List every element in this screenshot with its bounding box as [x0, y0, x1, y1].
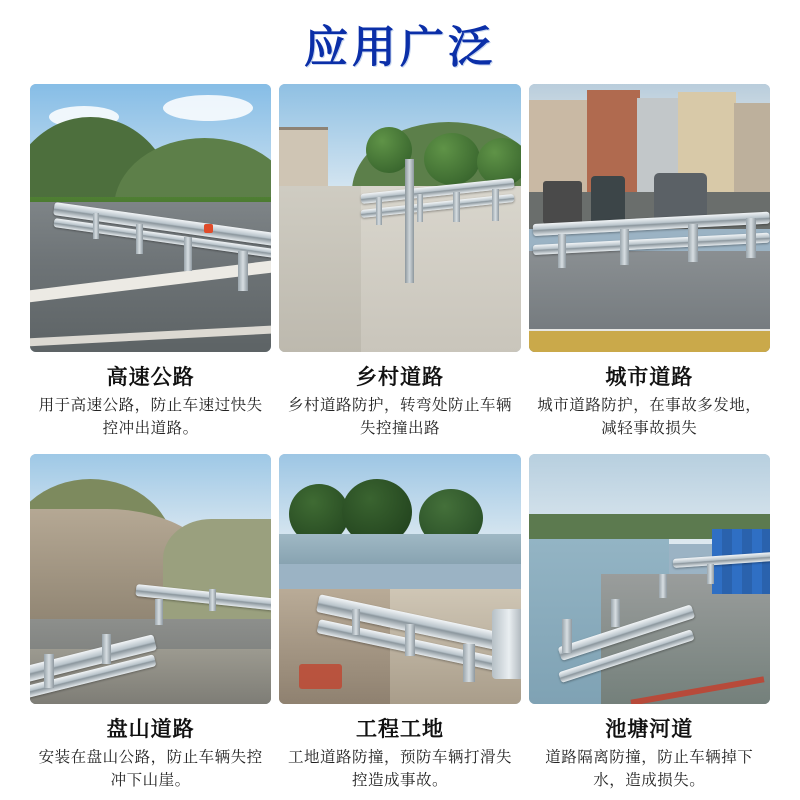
- card-title: 高速公路: [106, 366, 195, 390]
- card-title: 盘山道路: [106, 718, 195, 742]
- guardrail-post: [417, 194, 423, 222]
- photo-highway: [30, 84, 271, 352]
- card-text: 道路隔离防撞，防止车辆掉下水，造成损失。: [545, 749, 754, 789]
- parked-vehicle: [591, 176, 625, 224]
- card-title: 城市道路: [605, 366, 694, 390]
- card-city-road[interactable]: [529, 84, 770, 440]
- card-text: 安装在盘山公路，防止车辆失控冲下山崖。: [38, 749, 263, 789]
- guardrail-post: [238, 251, 248, 291]
- reflector-marker: [204, 224, 213, 233]
- photo-construction-site: [279, 454, 520, 704]
- guardrail-post: [688, 224, 698, 262]
- light-pole: [405, 159, 414, 282]
- page-title: 应用广泛: [304, 23, 496, 72]
- card-text: 乡村道路防护，转弯处防止车辆失控撞出路: [287, 397, 512, 437]
- card-text: 工地道路防撞，预防车辆打滑失控造成事故。: [287, 749, 512, 789]
- card-title: 池塘河道: [605, 718, 694, 742]
- guardrail-post: [155, 599, 163, 625]
- guardrail-post: [352, 609, 360, 635]
- photo-rural-road: [279, 84, 520, 352]
- guardrail-post: [184, 237, 192, 271]
- guardrail-post: [44, 654, 54, 688]
- card-pond-river[interactable]: [529, 454, 770, 792]
- guardrail-post: [562, 619, 572, 653]
- photo-mountain-road: [30, 454, 271, 704]
- card-mountain-road[interactable]: [30, 454, 271, 792]
- card-text: 城市道路防护，在事故多发地，减轻事故损失: [537, 397, 762, 437]
- curb-strip: [529, 331, 770, 352]
- guardrail-post: [463, 644, 475, 682]
- card-grid-row-1: [0, 80, 800, 440]
- guardrail-post: [209, 589, 216, 611]
- guardrail-end-terminal: [492, 609, 521, 679]
- cloud-icon: [163, 95, 253, 121]
- card-grid-row-2: [0, 440, 800, 792]
- guardrail-post: [405, 624, 415, 656]
- guardrail-post: [453, 192, 460, 222]
- guardrail-post: [659, 574, 667, 598]
- card-text: 用于高速公路，防止车速过快失控冲出道路。: [38, 397, 263, 437]
- card-rural-road[interactable]: [279, 84, 520, 440]
- water: [279, 534, 520, 564]
- paved-road-edge: [279, 186, 361, 352]
- photo-pond-river: [529, 454, 770, 704]
- card-highway[interactable]: [30, 84, 271, 440]
- guardrail-post: [707, 564, 714, 584]
- card-construction-site[interactable]: [279, 454, 520, 792]
- guardrail-post: [492, 189, 499, 221]
- guardrail-post: [93, 213, 99, 239]
- guardrail-post: [376, 197, 382, 225]
- photo-city-road: [529, 84, 770, 352]
- guardrail-post: [136, 224, 143, 254]
- guardrail-post: [746, 218, 756, 258]
- guardrail-post: [102, 634, 111, 664]
- guardrail-post: [611, 599, 620, 627]
- building: [734, 103, 770, 191]
- guardrail-post: [620, 229, 629, 265]
- parked-vehicle: [543, 181, 582, 224]
- guardrail-post: [558, 234, 566, 268]
- card-title: 工程工地: [355, 718, 444, 742]
- card-title: 乡村道路: [355, 366, 444, 390]
- tree: [424, 133, 480, 185]
- debris: [299, 664, 342, 689]
- building: [529, 100, 592, 191]
